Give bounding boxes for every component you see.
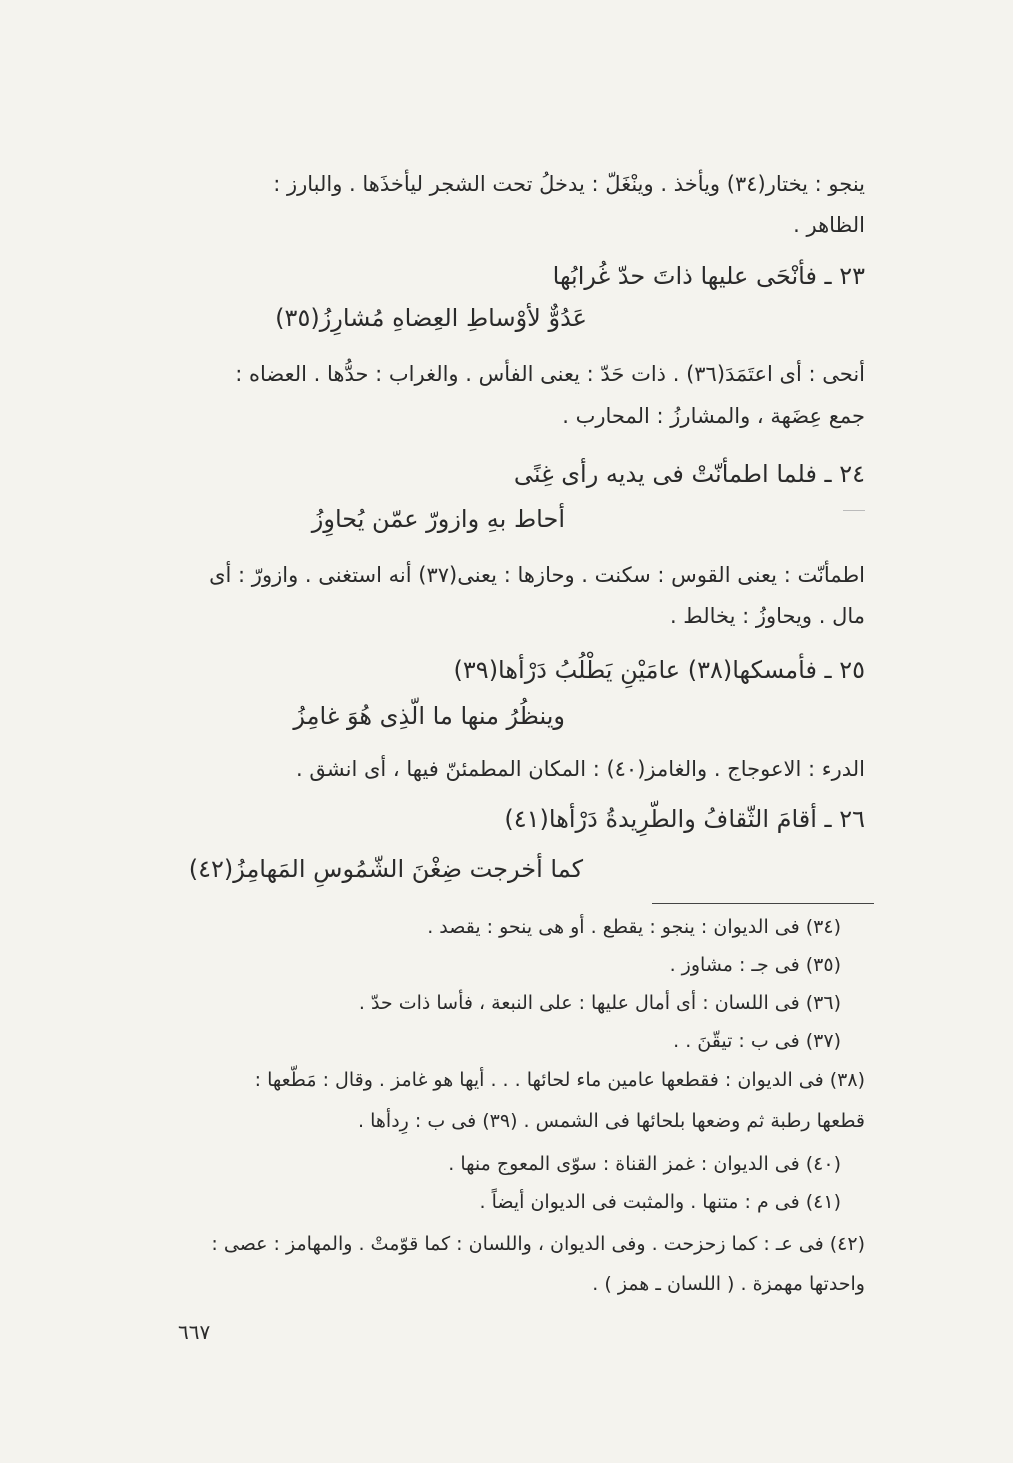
commentary-line: الدرء : الاعوجاج . والغامز(٤٠) : المكان المطمئنّ فيها ، أى انشق . — [296, 757, 865, 781]
commentary-line: اطمأنّت : يعنى القوس : سكنت . وحازها : يعنى(٣٧) أنه استغنى . وازورّ : أى — [209, 563, 865, 587]
footnote-separator — [652, 903, 874, 904]
verse-second-hemistich: كما أخرجت ضِغْنَ الشّمُوسِ المَهامِزُ(٤٢) — [188, 855, 583, 883]
footnote: قطعها رطبة ثم وضعها بلحائها فى الشمس . (٣٩) فى ب : رِدأها . — [358, 1110, 865, 1132]
commentary-line: الظاهر . — [793, 213, 865, 237]
footnote: (٣٨) فى الديوان : فقطعها عامين ماء لحائها . . . أيها هو غامز . وقال : مَطّعها : — [254, 1069, 865, 1091]
verse-second-hemistich: عَدُوٌّ لأوْساطِ العِضاهِ مُشارِزُ(٣٥) — [275, 304, 587, 332]
verse-first-hemistich: ٢٥ ـ فأمسكها(٣٨) عامَيْنِ يَطْلُبُ دَرْأها(٣٩) — [453, 656, 865, 684]
commentary-line: مال . ويحاوزُ : يخالط . — [669, 604, 865, 628]
verse-first-hemistich: ٢٤ ـ فلما اطمأنّتْ فى يديه رأى غِنًى — [513, 460, 865, 488]
commentary-line: ينجو : يختار(٣٤) ويأخذ . وينْغَلّ : يدخلُ تحت الشجر ليأخذَها . والبارز : — [273, 172, 865, 196]
verse-second-hemistich: أحاط بهِ وازورّ عمّن يُحاوِزُ — [311, 505, 565, 533]
footnote: (٣٥) فى جـ : مشاوز . — [669, 954, 841, 976]
commentary-line: أنحى : أى اعتَمَدَ(٣٦) . ذات حَدّ : يعنى الفأس . والغراب : حدُّها . العضاه : — [235, 362, 865, 386]
verse-first-hemistich: ٢٣ ـ فأنْحَى عليها ذاتَ حدّ غُرابُها — [552, 262, 865, 290]
footnote: (٣٦) فى اللسان : أى أمال عليها : على النبعة ، فأسا ذات حدّ . — [358, 992, 841, 1014]
footnote: واحدتها مهمزة . ( اللسان ـ همز ) . — [592, 1273, 865, 1295]
footnote: (٤١) فى م : متنها . والمثبت فى الديوان أيضاً . — [479, 1191, 841, 1213]
verse-first-hemistich: ٢٦ ـ أقامَ الثّقافُ والطّرِيدةُ دَرْأها(٤١) — [504, 805, 865, 833]
margin-dash — [843, 510, 865, 511]
footnote: (٤٢) فى عـ : كما زحزحت . وفى الديوان ، واللسان : كما قوّمتْ . والمهامز : عصى : — [211, 1233, 865, 1255]
footnote: (٤٠) فى الديوان : غمز القناة : سوّى المعوج منها . — [448, 1153, 841, 1175]
page-number: ٦٦٧ — [178, 1320, 211, 1344]
verse-second-hemistich: وينظُرُ منها ما الّذِى هُوَ غامِزُ — [293, 702, 565, 730]
commentary-line: جمع عِضَهة ، والمشارزُ : المحارب . — [562, 404, 865, 428]
footnote: (٣٧) فى ب : تيقّنَ . . — [673, 1030, 841, 1052]
footnote: (٣٤) فى الديوان : ينجو : يقطع . أو هى ينحو : يقصد . — [427, 916, 841, 938]
